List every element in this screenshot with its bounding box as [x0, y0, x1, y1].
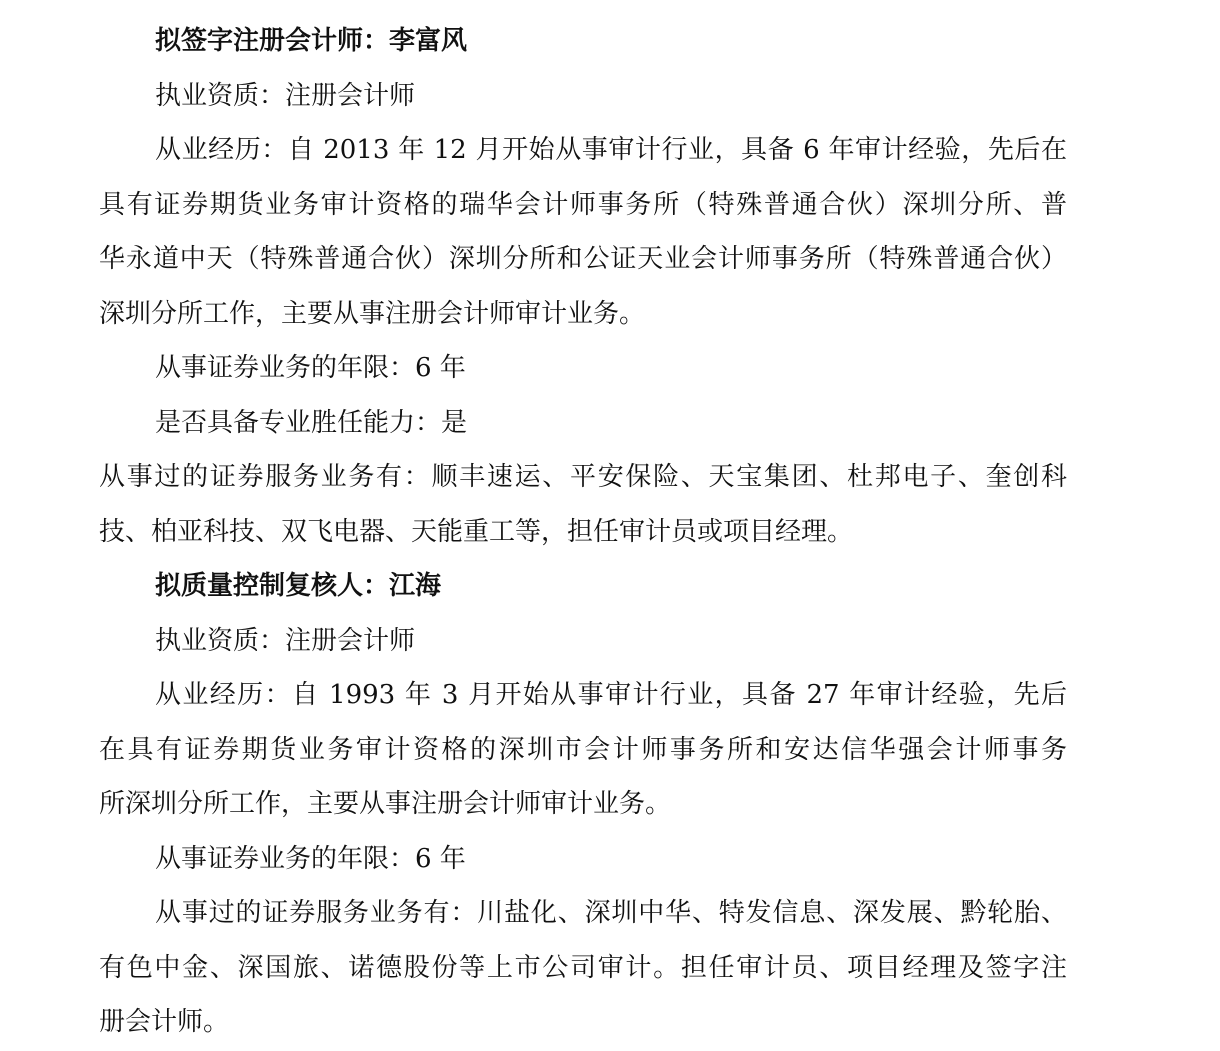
section1-qualification: 执业资质：注册会计师	[155, 80, 416, 111]
section1-heading: 拟签字注册会计师：李富风	[155, 26, 468, 56]
section1-years: 从事证券业务的年限：6 年	[155, 353, 466, 383]
section2-years: 从事证券业务的年限：6 年	[155, 843, 466, 874]
section1-services-line: 技、柏亚科技、双飞电器、天能重工等，担任审计员或项目经理。	[99, 516, 854, 547]
section2-services-line: 有色中金、深国旅、诺德股份等上市公司审计。担任审计员、项目经理及签字注	[99, 952, 1067, 983]
section1-services-line: 从事过的证券服务业务有：顺丰速运、平安保险、天宝集团、杜邦电子、奎创科	[99, 462, 1067, 492]
section1-experience-line: 从业经历：自 2013 年 12 月开始从事审计行业，具备 6 年审计经验，先后在	[155, 135, 1067, 165]
section2-experience-line: 在具有证券期货业务审计资格的深圳市会计师事务所和安达信华强会计师事务	[99, 734, 1067, 765]
section1-experience-line: 具有证券期货业务审计资格的瑞华会计师事务所（特殊普通合伙）深圳分所、普	[99, 189, 1067, 220]
document-page	[99, 14, 1067, 1050]
section2-heading: 拟质量控制复核人：江海	[155, 571, 442, 601]
section1-experience-line: 深圳分所工作，主要从事注册会计师审计业务。	[99, 298, 646, 329]
section1-competence: 是否具备专业胜任能力：是	[155, 407, 468, 438]
section2-services-line: 册会计师。	[99, 1007, 230, 1037]
section1-experience-line: 华永道中天（特殊普通合伙）深圳分所和公证天业会计师事务所（特殊普通合伙）	[99, 244, 1067, 274]
section2-experience-line: 从业经历：自 1993 年 3 月开始从事审计行业，具备 27 年审计经验，先后	[155, 680, 1067, 710]
section2-services-line: 从事过的证券服务业务有：川盐化、深圳中华、特发信息、深发展、黔轮胎、	[155, 898, 1067, 928]
section2-qualification: 执业资质：注册会计师	[155, 625, 416, 656]
section2-experience-line: 所深圳分所工作，主要从事注册会计师审计业务。	[99, 789, 672, 819]
